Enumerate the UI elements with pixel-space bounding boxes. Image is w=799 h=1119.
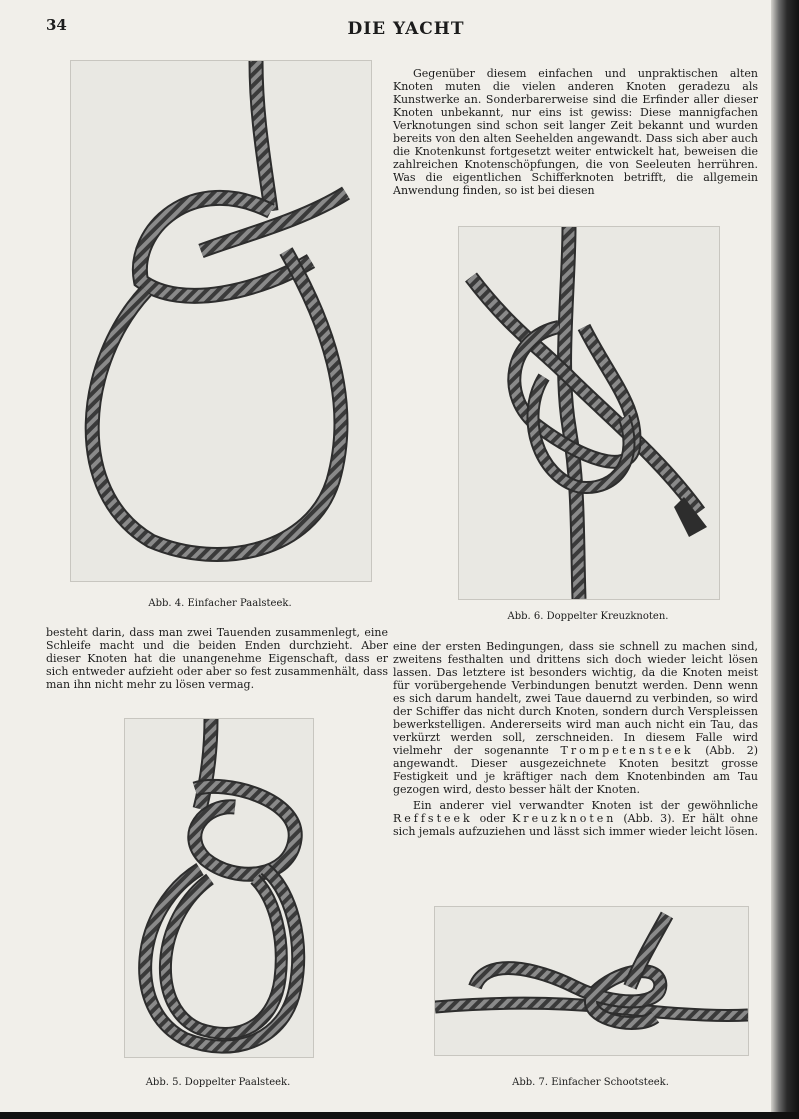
bottom-edge-shadow	[0, 1112, 799, 1119]
paragraph: besteht darin, dass man zwei Tauenden zusammenlegt, eine Schleife macht und die beiden Enden durchzieht. Aber dieser Knoten hat die unangenehme Eigenschaft, dass er sich entweder aufzieht oder aber so fest zusammenhält, dass man ihn nicht mehr zu lösen vermag.	[46, 626, 388, 691]
double-bowline-knot-illustration	[125, 719, 313, 1057]
figure-7-caption: Abb. 7. Einfacher Schootsteek.	[512, 1077, 669, 1088]
figure-4-image	[70, 60, 372, 582]
bowline-knot-illustration	[71, 61, 371, 581]
book-spine-shadow	[771, 0, 799, 1119]
paragraph: Gegenüber diesem einfachen und unpraktischen alten Knoten muten die vielen anderen Knoten geradezu als Kunstwerke an. Sonderbarerweise sind die Erfinder aller dieser Knoten unbekannt, nur eins ist gewiss: Diese mannigfachen Verknotungen sind schon seit langer Zeit bekannt und wurden bereits von den alten Seehelden angewandt. Dass sich aber auch die Knotenkunst fortgesetzt weiter entwickelt hat, beweisen die zahlreichen Knotenschöpfungen, die von Seeleuten herrühren. Was die eigentlichen Schifferknoten betrifft, die allgemein Anwendung finden, so ist bei diesen	[393, 67, 758, 197]
running-head: DIE YACHT	[347, 19, 465, 39]
text-run: oder	[479, 812, 506, 825]
double-reef-knot-illustration	[459, 227, 719, 599]
knot-term-kreuzknoten: Kreuzknoten	[512, 812, 617, 825]
page-number: 34	[46, 16, 67, 34]
paragraph	[393, 640, 758, 796]
left-column-paragraph	[46, 626, 388, 691]
figure-4-caption: Abb. 4. Einfacher Paalsteek.	[148, 598, 292, 609]
text-run: (Abb. 2) angewandt. Dieser ausgezeichnete Knoten besitzt grosse Festigkeit und je kräftiger nach dem Knotenbinden am Tau gezogen wird, desto besser hält der Knoten.	[393, 744, 758, 796]
figure-5-caption: Abb. 5. Doppelter Paalsteek.	[145, 1077, 291, 1088]
knot-term-reffsteek: Reffsteek	[393, 812, 473, 825]
figure-5-image	[124, 718, 314, 1058]
text-run: eine der ersten Bedingungen, dass sie schnell zu machen sind, zweitens festhalten und drittens sich doch wieder leicht lösen lassen. Das letztere ist besonders wichtig, da die Knoten meist für vorübergehende Verbindungen benutzt werden. Denn wenn es sich darum handelt, zwei Taue dauernd zu verbinden, so wird der Schiffer das nicht durch Knoten, sondern durch Verspleissen bewerkstelligen. Andererseits wird man auch nicht ein Tau, das verkürzt werden soll, zerschneiden. In diesem Falle wird vielmehr der sogenannte	[393, 640, 758, 757]
knot-term-trompetensteek: Trompetensteek	[560, 744, 694, 757]
paragraph	[393, 799, 758, 838]
sheet-bend-knot-illustration	[435, 907, 748, 1055]
figure-7-image	[434, 906, 749, 1056]
right-column-middle-text	[393, 640, 758, 838]
text-run: Ein anderer viel verwandter Knoten ist der gewöhnliche	[413, 799, 758, 812]
text-run: (Abb. 3). Er hält ohne sich jemals aufzuziehen und lässt sich immer wieder leicht lösen.	[393, 812, 759, 838]
right-column-top-paragraph	[393, 67, 758, 197]
figure-6-image	[458, 226, 720, 600]
figure-6-caption: Abb. 6. Doppelter Kreuzknoten.	[507, 611, 669, 622]
